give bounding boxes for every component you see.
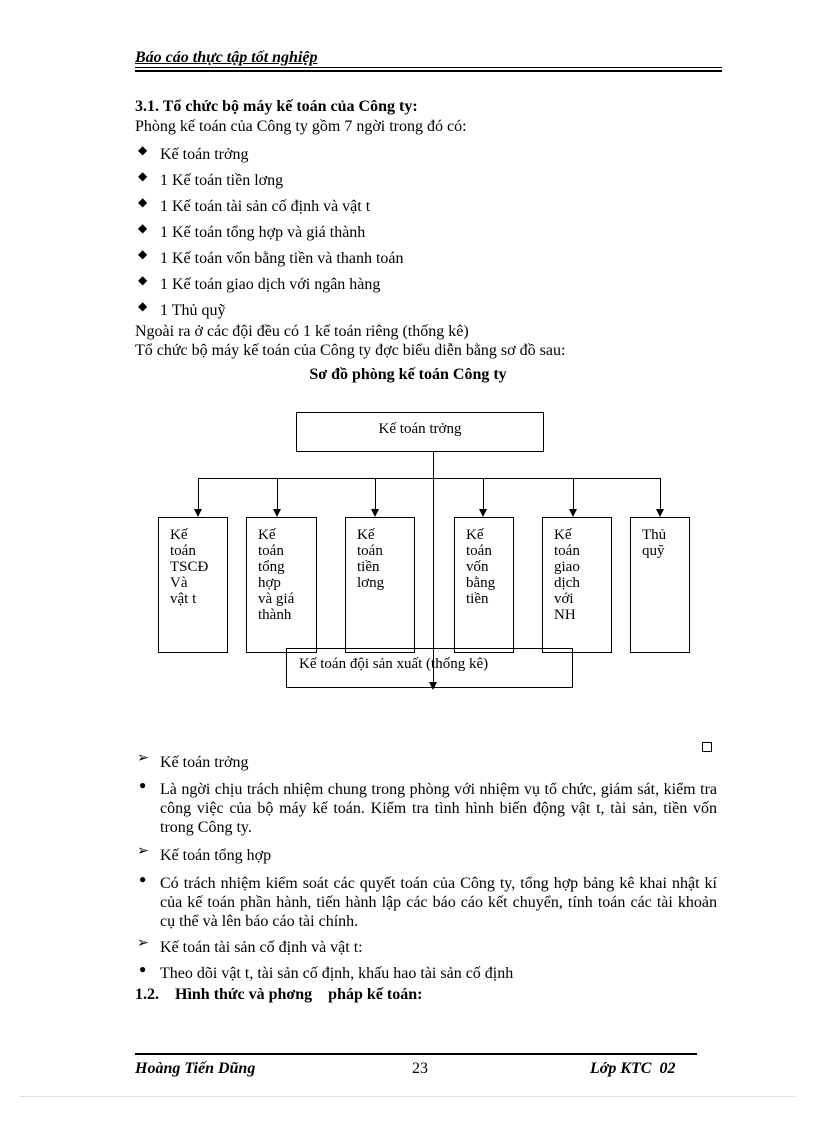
note-text: Tổ chức bộ máy kế toán của Công ty đợc biểu diễn bằng sơ đồ sau: (135, 342, 566, 359)
list-item: 1 Kế toán tổng hợp và giá thành (160, 224, 366, 241)
box-label: Kế toán tiền lơng (357, 527, 385, 591)
box-label: Thủ quỹ (642, 527, 667, 559)
child-box (542, 517, 612, 653)
arrowhead-bullet-icon: ➢ (137, 751, 149, 766)
dot-bullet-icon: ● (139, 778, 147, 792)
diagram-title: Sơ đồ phòng kế toán Công ty (309, 366, 507, 383)
child-box (345, 517, 415, 653)
arrow-down-icon (194, 509, 202, 517)
list-item: Kế toán trởng (160, 146, 249, 163)
list-item: 1 Thủ quỹ (160, 302, 226, 319)
footer-author: Hoàng Tiến Dũng (135, 1060, 256, 1077)
box-label: Kế toán đội sản xuất (thống kê) (299, 656, 489, 672)
arrow-down-icon (273, 509, 281, 517)
list-item: 1 Kế toán vốn bằng tiền và thanh toán (160, 250, 404, 267)
connector-line (277, 478, 278, 511)
dot-bullet-icon: ● (139, 872, 147, 886)
page-bottom-border (20, 1096, 796, 1097)
diamond-bullet-icon: ◆ (138, 247, 148, 261)
list-item: 1 Kế toán tiền lơng (160, 172, 284, 189)
dot-bullet-icon: ● (139, 962, 147, 976)
box-label: Kế toán tổng hợp và giá thành (258, 527, 295, 623)
header-rule (135, 67, 722, 68)
page-number: 23 (412, 1060, 428, 1077)
arrowhead-bullet-icon: ➢ (137, 936, 149, 951)
connector-line (198, 478, 660, 479)
list-item: 1 Kế toán giao dịch với ngân hàng (160, 276, 381, 293)
child-box (454, 517, 514, 653)
box-label: Kế toán TSCĐ Và vật t (170, 527, 209, 607)
note-text: Ngoài ra ở các đội đều có 1 kế toán riêng (thống kê) (135, 323, 469, 340)
arrow-down-icon (371, 509, 379, 517)
box-label: Kế toán vốn bằng tiền (466, 527, 496, 607)
connector-line (375, 478, 376, 511)
diamond-bullet-icon: ◆ (138, 299, 148, 313)
child-box (158, 517, 228, 653)
duty-title: Kế toán tổng hợp (160, 847, 272, 864)
child-box (246, 517, 317, 653)
duty-title: Kế toán trởng (160, 754, 249, 771)
diamond-bullet-icon: ◆ (138, 143, 148, 157)
box-label: Kế toán trởng (378, 421, 462, 437)
duty-description: Có trách nhiệm kiểm soát các quyết toán của Công ty, tổng hợp bảng kê khai nhật kí của kế toán phần hành, tiến hành lập các báo cáo kết chuyển, tính toán các tài khoản cụ thể và lên báo cáo tài chính. (160, 875, 717, 930)
header-rule-thick (135, 70, 722, 72)
diamond-bullet-icon: ◆ (138, 273, 148, 287)
next-section-heading: 1.2. Hình thức và phơng pháp kế toán: (135, 986, 423, 1003)
arrow-down-icon (569, 509, 577, 517)
chief-accountant-box (296, 412, 544, 452)
diamond-bullet-icon: ◆ (138, 195, 148, 209)
intro-text: Phòng kế toán của Công ty gồm 7 ngời trong đó có: (135, 118, 467, 135)
arrow-down-icon (656, 509, 664, 517)
arrowhead-bullet-icon: ➢ (137, 844, 149, 859)
footer-rule (135, 1053, 697, 1055)
connector-line (198, 478, 199, 511)
section-heading: 3.1. Tổ chức bộ máy kế toán của Công ty: (135, 98, 418, 115)
connector-line (483, 478, 484, 511)
diamond-bullet-icon: ◆ (138, 221, 148, 235)
duty-description: Là ngời chịu trách nhiệm chung trong phòng với nhiệm vụ tổ chức, giám sát, kiểm tra công việc của bộ máy kế toán. Kiểm tra tình hình biến động vật t, tài sản, tiền vốn trong Công ty. (160, 781, 717, 836)
footer-class: Lớp KTC 02 (590, 1060, 676, 1077)
child-box (630, 517, 690, 653)
team-accountant-box (286, 648, 573, 688)
arrow-down-icon (479, 509, 487, 517)
connector-line (660, 478, 661, 511)
box-label: Kế toán giao dịch với NH (554, 527, 580, 623)
duty-title: Kế toán tài sản cố định và vật t: (160, 939, 363, 956)
list-item: 1 Kế toán tài sản cố định và vật t (160, 198, 371, 215)
square-marker-icon (702, 742, 712, 752)
diamond-bullet-icon: ◆ (138, 169, 148, 183)
report-header-title: Báo cáo thực tập tốt nghiệp (135, 49, 318, 66)
duty-description: Theo dõi vật t, tài sản cố định, khấu hao tài sản cố định (160, 965, 514, 982)
connector-line (573, 478, 574, 511)
